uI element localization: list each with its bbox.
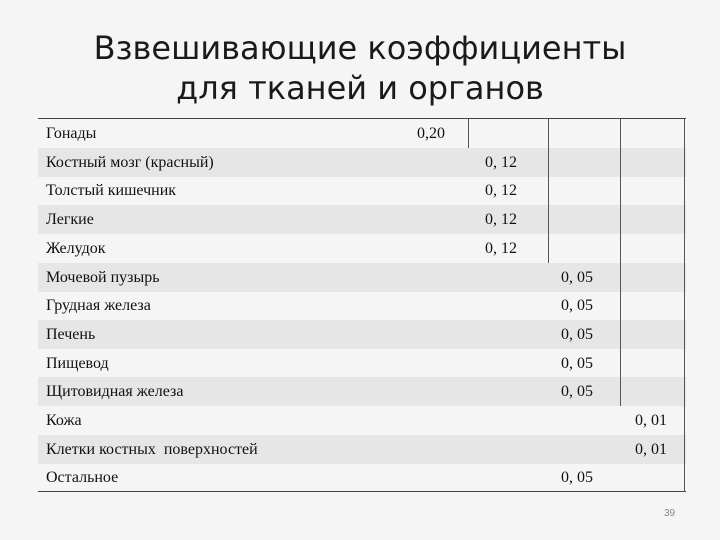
- organ-label: Щитовидная железа: [46, 383, 184, 401]
- weighting-factor-value: 0, 05: [561, 325, 593, 343]
- weighting-factor-value: 0, 12: [485, 153, 517, 171]
- organ-label: Пищевод: [46, 354, 109, 372]
- organ-label: Мочевой пузырь: [46, 268, 160, 286]
- table-row: [38, 119, 686, 148]
- weighting-factor-value: 0, 12: [485, 182, 517, 200]
- organ-label: Легкие: [46, 211, 94, 229]
- table-row: [38, 435, 686, 464]
- organ-label: Толстый кишечник: [46, 182, 177, 200]
- title-line-2: для тканей и органов: [176, 69, 544, 107]
- slide-title: [0, 28, 720, 108]
- weighting-factor-value: 0, 05: [561, 268, 593, 286]
- title-line-1: Взвешивающие коэффициенты: [93, 29, 627, 67]
- table-row: [38, 291, 686, 320]
- table-row: [38, 320, 686, 349]
- weighting-factor-value: 0, 01: [635, 440, 667, 458]
- weighting-factors-table: [38, 118, 686, 492]
- page-number: 39: [664, 508, 676, 519]
- table-row: [38, 349, 686, 378]
- table-row: [38, 263, 686, 292]
- weighting-factor-value: 0, 05: [561, 297, 593, 315]
- organ-label: Костный мозг (красный): [46, 153, 214, 171]
- grid-divider: [620, 119, 621, 406]
- table-row: [38, 234, 686, 263]
- weighting-factor-value: 0, 12: [485, 211, 517, 229]
- grid-divider: [684, 119, 685, 492]
- organ-label: Остальное: [46, 469, 119, 487]
- weighting-factor-value: 0, 05: [561, 354, 593, 372]
- organ-label: Грудная железа: [46, 297, 151, 315]
- organ-label: Желудок: [46, 239, 106, 257]
- weighting-factor-value: 0, 12: [485, 239, 517, 257]
- grid-divider: [548, 119, 549, 263]
- grid-divider: [468, 119, 469, 148]
- table-row: [38, 205, 686, 234]
- organ-label: Клетки костных поверхностей: [46, 440, 258, 458]
- weighting-factor-value: 0, 05: [561, 469, 593, 487]
- table-row: [38, 176, 686, 205]
- table-row: [38, 148, 686, 177]
- organ-label: Кожа: [46, 412, 82, 429]
- table-row: [38, 463, 686, 492]
- organ-label: Печень: [46, 325, 96, 343]
- table-row: [38, 406, 686, 435]
- weighting-factor-value: 0, 05: [561, 383, 593, 401]
- weighting-factor-value: 0,20: [417, 125, 445, 142]
- organ-label: Гонады: [46, 125, 97, 142]
- weighting-factor-value: 0, 01: [635, 412, 667, 429]
- table-row: [38, 377, 686, 406]
